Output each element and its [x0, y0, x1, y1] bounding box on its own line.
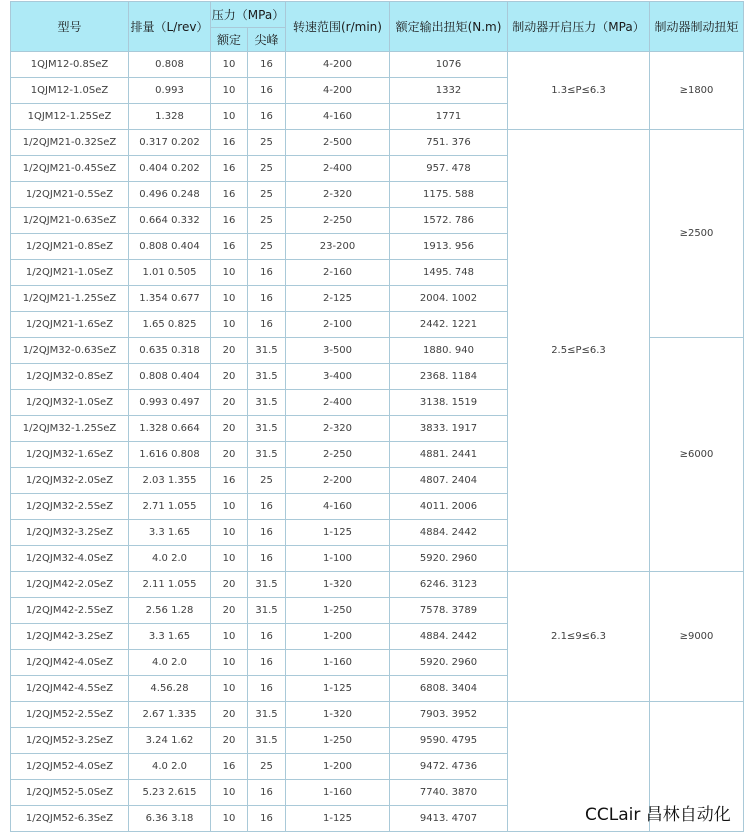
rated-torque-cell: 7578. 3789	[390, 598, 508, 624]
speed-range-cell: 2-400	[286, 390, 390, 416]
displacement-cell: 4.0 2.0	[129, 754, 211, 780]
speed-range-cell: 3-500	[286, 338, 390, 364]
speed-range-cell: 1-320	[286, 702, 390, 728]
rated-pressure-cell: 10	[211, 494, 248, 520]
rated-pressure-cell: 20	[211, 390, 248, 416]
brake-torque-cell: ≥1800	[650, 52, 744, 130]
rated-torque-cell: 4881. 2441	[390, 442, 508, 468]
model-cell: 1QJM12-0.8SeZ	[11, 52, 129, 78]
displacement-cell: 0.496 0.248	[129, 182, 211, 208]
rated-pressure-cell: 16	[211, 208, 248, 234]
displacement-cell: 4.56.28	[129, 676, 211, 702]
displacement-cell: 1.01 0.505	[129, 260, 211, 286]
header-pressure-rated: 额定	[211, 28, 248, 52]
model-cell: 1/2QJM21-0.8SeZ	[11, 234, 129, 260]
model-cell: 1/2QJM32-0.63SeZ	[11, 338, 129, 364]
speed-range-cell: 4-160	[286, 104, 390, 130]
peak-pressure-cell: 31.5	[248, 598, 286, 624]
model-cell: 1/2QJM21-0.45SeZ	[11, 156, 129, 182]
peak-pressure-cell: 25	[248, 208, 286, 234]
peak-pressure-cell: 31.5	[248, 728, 286, 754]
model-cell: 1/2QJM42-2.0SeZ	[11, 572, 129, 598]
rated-pressure-cell: 20	[211, 338, 248, 364]
peak-pressure-cell: 16	[248, 650, 286, 676]
header-displacement: 排量（L/rev）	[129, 2, 211, 52]
displacement-cell: 0.664 0.332	[129, 208, 211, 234]
rated-torque-cell: 6246. 3123	[390, 572, 508, 598]
header-rated-torque: 额定输出扭矩(N.m)	[390, 2, 508, 52]
rated-torque-cell: 4011. 2006	[390, 494, 508, 520]
displacement-cell: 4.0 2.0	[129, 546, 211, 572]
rated-pressure-cell: 10	[211, 260, 248, 286]
table-row	[11, 572, 744, 598]
header-brake-torque: 制动器制动扭矩	[650, 2, 744, 52]
rated-pressure-cell: 16	[211, 130, 248, 156]
displacement-cell: 2.71 1.055	[129, 494, 211, 520]
speed-range-cell: 2-125	[286, 286, 390, 312]
header-speed-range: 转速范围(r/min)	[286, 2, 390, 52]
rated-pressure-cell: 16	[211, 468, 248, 494]
peak-pressure-cell: 31.5	[248, 364, 286, 390]
rated-torque-cell: 4807. 2404	[390, 468, 508, 494]
rated-torque-cell: 1076	[390, 52, 508, 78]
model-cell: 1/2QJM21-1.25SeZ	[11, 286, 129, 312]
peak-pressure-cell: 25	[248, 234, 286, 260]
model-cell: 1/2QJM32-1.25SeZ	[11, 416, 129, 442]
displacement-cell: 3.3 1.65	[129, 520, 211, 546]
speed-range-cell: 4-160	[286, 494, 390, 520]
speed-range-cell: 1-160	[286, 780, 390, 806]
rated-torque-cell: 9590. 4795	[390, 728, 508, 754]
displacement-cell: 0.993	[129, 78, 211, 104]
model-cell: 1QJM12-1.0SeZ	[11, 78, 129, 104]
rated-torque-cell: 7740. 3870	[390, 780, 508, 806]
peak-pressure-cell: 25	[248, 182, 286, 208]
speed-range-cell: 2-160	[286, 260, 390, 286]
rated-torque-cell: 4884. 2442	[390, 624, 508, 650]
rated-torque-cell: 3138. 1519	[390, 390, 508, 416]
brake-open-pressure-cell: 2.1≤9≤6.3	[508, 572, 650, 702]
rated-torque-cell: 1572. 786	[390, 208, 508, 234]
peak-pressure-cell: 16	[248, 312, 286, 338]
displacement-cell: 3.24 1.62	[129, 728, 211, 754]
peak-pressure-cell: 16	[248, 546, 286, 572]
speed-range-cell: 1-125	[286, 520, 390, 546]
displacement-cell: 0.635 0.318	[129, 338, 211, 364]
speed-range-cell: 1-250	[286, 598, 390, 624]
displacement-cell: 1.328	[129, 104, 211, 130]
speed-range-cell: 4-200	[286, 52, 390, 78]
header-pressure: 压力（MPa）	[211, 2, 286, 28]
displacement-cell: 0.808 0.404	[129, 234, 211, 260]
peak-pressure-cell: 16	[248, 52, 286, 78]
model-cell: 1/2QJM21-1.0SeZ	[11, 260, 129, 286]
peak-pressure-cell: 25	[248, 130, 286, 156]
speed-range-cell: 2-250	[286, 442, 390, 468]
rated-torque-cell: 1332	[390, 78, 508, 104]
displacement-cell: 2.67 1.335	[129, 702, 211, 728]
rated-pressure-cell: 20	[211, 416, 248, 442]
rated-pressure-cell: 20	[211, 572, 248, 598]
rated-pressure-cell: 20	[211, 364, 248, 390]
peak-pressure-cell: 31.5	[248, 442, 286, 468]
peak-pressure-cell: 31.5	[248, 390, 286, 416]
speed-range-cell: 1-125	[286, 676, 390, 702]
model-cell: 1/2QJM52-3.2SeZ	[11, 728, 129, 754]
speed-range-cell: 1-160	[286, 650, 390, 676]
peak-pressure-cell: 25	[248, 754, 286, 780]
model-cell: 1/2QJM52-4.0SeZ	[11, 754, 129, 780]
displacement-cell: 0.404 0.202	[129, 156, 211, 182]
model-cell: 1/2QJM42-2.5SeZ	[11, 598, 129, 624]
rated-torque-cell: 1175. 588	[390, 182, 508, 208]
peak-pressure-cell: 16	[248, 624, 286, 650]
header-brake-open-pressure: 制动器开启压力（MPa）	[508, 2, 650, 52]
speed-range-cell: 1-320	[286, 572, 390, 598]
spec-table	[10, 1, 744, 832]
model-cell: 1/2QJM32-2.5SeZ	[11, 494, 129, 520]
speed-range-cell: 2-250	[286, 208, 390, 234]
peak-pressure-cell: 16	[248, 520, 286, 546]
speed-range-cell: 1-200	[286, 754, 390, 780]
header-model: 型号	[11, 2, 129, 52]
rated-torque-cell: 6808. 3404	[390, 676, 508, 702]
spec-table-body	[11, 52, 744, 832]
displacement-cell: 6.36 3.18	[129, 806, 211, 832]
peak-pressure-cell: 16	[248, 676, 286, 702]
rated-pressure-cell: 16	[211, 234, 248, 260]
speed-range-cell: 2-200	[286, 468, 390, 494]
rated-torque-cell: 5920. 2960	[390, 546, 508, 572]
rated-pressure-cell: 10	[211, 78, 248, 104]
model-cell: 1/2QJM52-2.5SeZ	[11, 702, 129, 728]
displacement-cell: 1.328 0.664	[129, 416, 211, 442]
model-cell: 1/2QJM21-0.5SeZ	[11, 182, 129, 208]
rated-pressure-cell: 10	[211, 312, 248, 338]
rated-pressure-cell: 10	[211, 806, 248, 832]
speed-range-cell: 2-320	[286, 416, 390, 442]
model-cell: 1/2QJM42-4.0SeZ	[11, 650, 129, 676]
rated-torque-cell: 5920. 2960	[390, 650, 508, 676]
model-cell: 1/2QJM21-0.32SeZ	[11, 130, 129, 156]
rated-torque-cell: 9472. 4736	[390, 754, 508, 780]
peak-pressure-cell: 25	[248, 156, 286, 182]
header-pressure-peak: 尖峰	[248, 28, 286, 52]
rated-torque-cell: 2442. 1221	[390, 312, 508, 338]
peak-pressure-cell: 16	[248, 780, 286, 806]
speed-range-cell: 2-400	[286, 156, 390, 182]
rated-torque-cell: 3833. 1917	[390, 416, 508, 442]
rated-pressure-cell: 16	[211, 182, 248, 208]
table-row	[11, 702, 744, 728]
rated-pressure-cell: 16	[211, 754, 248, 780]
displacement-cell: 1.616 0.808	[129, 442, 211, 468]
rated-pressure-cell: 10	[211, 104, 248, 130]
peak-pressure-cell: 16	[248, 286, 286, 312]
speed-range-cell: 1-125	[286, 806, 390, 832]
speed-range-cell: 2-320	[286, 182, 390, 208]
rated-pressure-cell: 20	[211, 442, 248, 468]
displacement-cell: 0.317 0.202	[129, 130, 211, 156]
speed-range-cell: 2-100	[286, 312, 390, 338]
rated-torque-cell: 957. 478	[390, 156, 508, 182]
peak-pressure-cell: 31.5	[248, 416, 286, 442]
rated-pressure-cell: 10	[211, 546, 248, 572]
model-cell: 1/2QJM21-1.6SeZ	[11, 312, 129, 338]
model-cell: 1/2QJM32-2.0SeZ	[11, 468, 129, 494]
peak-pressure-cell: 25	[248, 468, 286, 494]
model-cell: 1/2QJM52-6.3SeZ	[11, 806, 129, 832]
peak-pressure-cell: 16	[248, 806, 286, 832]
rated-pressure-cell: 20	[211, 728, 248, 754]
peak-pressure-cell: 31.5	[248, 338, 286, 364]
rated-pressure-cell: 10	[211, 780, 248, 806]
displacement-cell: 0.808	[129, 52, 211, 78]
speed-range-cell: 1-250	[286, 728, 390, 754]
speed-range-cell: 1-200	[286, 624, 390, 650]
rated-torque-cell: 2368. 1184	[390, 364, 508, 390]
model-cell: 1/2QJM42-3.2SeZ	[11, 624, 129, 650]
model-cell: 1/2QJM32-3.2SeZ	[11, 520, 129, 546]
rated-torque-cell: 9413. 4707	[390, 806, 508, 832]
model-cell: 1/2QJM32-1.0SeZ	[11, 390, 129, 416]
rated-torque-cell: 1913. 956	[390, 234, 508, 260]
model-cell: 1/2QJM32-4.0SeZ	[11, 546, 129, 572]
rated-pressure-cell: 10	[211, 520, 248, 546]
rated-torque-cell: 2004. 1002	[390, 286, 508, 312]
speed-range-cell: 3-400	[286, 364, 390, 390]
peak-pressure-cell: 16	[248, 494, 286, 520]
brake-open-pressure-cell: 1.3≤P≤6.3	[508, 52, 650, 130]
rated-torque-cell: 4884. 2442	[390, 520, 508, 546]
rated-torque-cell: 751. 376	[390, 130, 508, 156]
rated-pressure-cell: 10	[211, 650, 248, 676]
displacement-cell: 5.23 2.615	[129, 780, 211, 806]
rated-pressure-cell: 20	[211, 598, 248, 624]
rated-pressure-cell: 20	[211, 702, 248, 728]
rated-pressure-cell: 10	[211, 624, 248, 650]
model-cell: 1/2QJM52-5.0SeZ	[11, 780, 129, 806]
speed-range-cell: 23-200	[286, 234, 390, 260]
rated-pressure-cell: 10	[211, 286, 248, 312]
model-cell: 1/2QJM32-1.6SeZ	[11, 442, 129, 468]
peak-pressure-cell: 16	[248, 104, 286, 130]
peak-pressure-cell: 16	[248, 78, 286, 104]
peak-pressure-cell: 31.5	[248, 702, 286, 728]
brake-torque-cell: ≥9000	[650, 572, 744, 702]
model-cell: 1/2QJM32-0.8SeZ	[11, 364, 129, 390]
displacement-cell: 1.65 0.825	[129, 312, 211, 338]
speed-range-cell: 4-200	[286, 78, 390, 104]
speed-range-cell: 2-500	[286, 130, 390, 156]
displacement-cell: 0.993 0.497	[129, 390, 211, 416]
model-cell: 1/2QJM42-4.5SeZ	[11, 676, 129, 702]
displacement-cell: 4.0 2.0	[129, 650, 211, 676]
displacement-cell: 1.354 0.677	[129, 286, 211, 312]
rated-pressure-cell: 16	[211, 156, 248, 182]
table-row	[11, 130, 744, 156]
watermark: CCLair 昌林自动化	[585, 805, 731, 825]
peak-pressure-cell: 31.5	[248, 572, 286, 598]
rated-torque-cell: 1880. 940	[390, 338, 508, 364]
model-cell: 1/2QJM21-0.63SeZ	[11, 208, 129, 234]
brake-open-pressure-cell: 2.5≤P≤6.3	[508, 130, 650, 572]
speed-range-cell: 1-100	[286, 546, 390, 572]
brake-torque-cell: ≥2500	[650, 130, 744, 338]
rated-pressure-cell: 10	[211, 676, 248, 702]
displacement-cell: 0.808 0.404	[129, 364, 211, 390]
model-cell: 1QJM12-1.25SeZ	[11, 104, 129, 130]
brake-torque-cell: ≥6000	[650, 338, 744, 572]
displacement-cell: 2.56 1.28	[129, 598, 211, 624]
rated-torque-cell: 7903. 3952	[390, 702, 508, 728]
displacement-cell: 2.03 1.355	[129, 468, 211, 494]
rated-pressure-cell: 10	[211, 52, 248, 78]
rated-torque-cell: 1495. 748	[390, 260, 508, 286]
displacement-cell: 3.3 1.65	[129, 624, 211, 650]
displacement-cell: 2.11 1.055	[129, 572, 211, 598]
table-row	[11, 52, 744, 78]
rated-torque-cell: 1771	[390, 104, 508, 130]
peak-pressure-cell: 16	[248, 260, 286, 286]
